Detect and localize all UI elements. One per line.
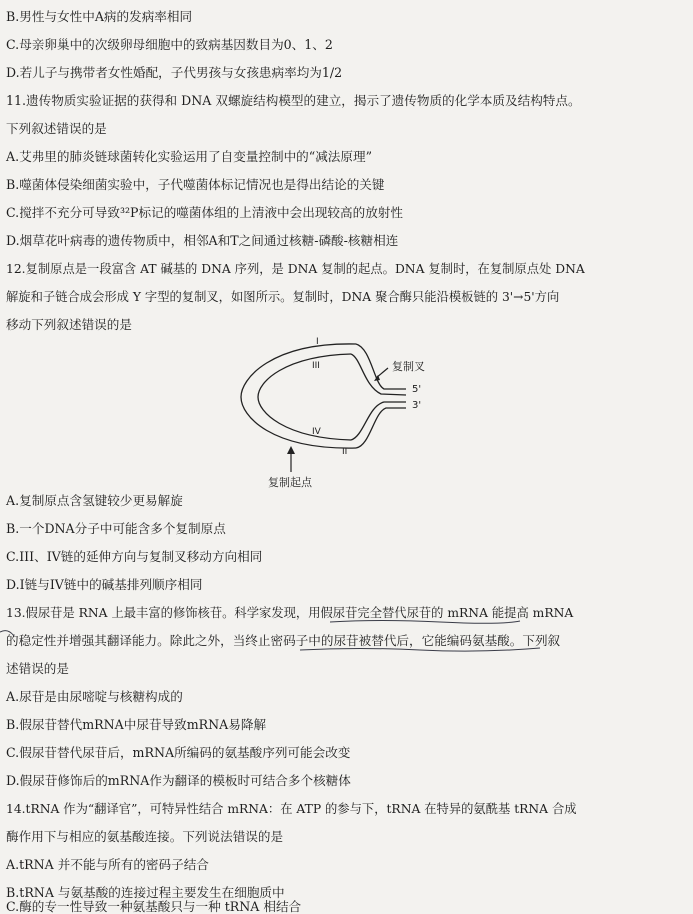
- strand-label-II: II: [342, 447, 348, 457]
- end-label-5prime: 5': [412, 384, 422, 395]
- origin-label: 复制起点: [268, 476, 312, 489]
- question-14-stem-cont: 酶作用下与相应的氨基酸连接。下列说法错误的是: [6, 829, 284, 844]
- strand-label-I: I: [316, 337, 319, 347]
- option-13a: A.尿苷是由尿嘧啶与核糖构成的: [6, 689, 183, 704]
- question-13-stem: 13.假尿苷是 RNA 上最丰富的修饰核苷。科学家发现，用假尿苷完全替代尿苷的 mRNA 能提高 mRNA: [6, 606, 574, 620]
- option-11c: C.搅拌不充分可导致³²P标记的噬菌体组的上清液中会出现较高的放射性: [6, 205, 403, 220]
- option-13c: C.假尿苷替代尿苷后，mRNA所编码的氨基酸序列可能会改变: [6, 745, 351, 760]
- option-10d: D.若儿子与携带者女性婚配，子代男孩与女孩患病率均为1/2: [6, 65, 343, 80]
- fork-label: 复制叉: [392, 360, 425, 373]
- origin-arrow-head: [287, 446, 295, 454]
- inner-strand: [258, 354, 351, 440]
- strand-label-IV: IV: [312, 427, 321, 437]
- end-label-3prime: 3': [412, 400, 422, 411]
- option-12a: A.复制原点含氢键较少更易解旋: [6, 493, 183, 508]
- option-14b: B.tRNA 与氨基酸的连接过程主要发生在细胞质中: [6, 885, 285, 900]
- option-11d: D.烟草花叶病毒的遗传物质中，相邻A和T之间通过核糖-磷酸-核糖相连: [6, 233, 399, 248]
- question-13-stem-end: 述错误的是: [6, 661, 69, 676]
- question-12-stem-end: 移动下列叙述错误的是: [6, 317, 132, 332]
- option-13d: D.假尿苷修饰后的mRNA作为翻译的模板时可结合多个核糖体: [6, 773, 351, 788]
- question-13-stem-cont: 的稳定性并增强其翻译能力。除此之外，当终止密码子中的尿苷被替代后，它能编码氨基酸。下列叙: [6, 633, 561, 648]
- option-10b: B.男性与女性中A病的发病率相同: [6, 9, 193, 24]
- option-12b: B.一个DNA分子中可能含多个复制原点: [6, 521, 226, 536]
- question-11-stem-cont: 下列叙述错误的是: [6, 121, 107, 136]
- question-14-stem: 14.tRNA 作为“翻译官”，可特异性结合 mRNA：在 ATP 的参与下，tRNA 在特异的氨酰基 tRNA 合成: [6, 802, 577, 816]
- fork-outer-lower-strand: [356, 408, 406, 448]
- question-12-stem-cont: 解旋和子链合成会形成 Y 字型的复制叉，如图所示。复制时，DNA 聚合酶只能沿模板链的 3'→5'方向: [6, 290, 560, 304]
- option-14c: C.酶的专一性导致一种氨基酸只与一种 tRNA 相结合: [6, 899, 302, 914]
- question-12-stem: 12.复制原点是一段富含 AT 碱基的 DNA 序列，是 DNA 复制的起点。DNA 复制时，在复制原点处 DNA: [6, 262, 585, 276]
- question-11-stem: 11.遗传物质实验证据的获得和 DNA 双螺旋结构模型的建立，揭示了遗传物质的化学本质及结构特点。: [6, 93, 581, 108]
- replication-fork-diagram: [236, 334, 456, 490]
- option-13b: B.假尿苷替代mRNA中尿苷导致mRNA易降解: [6, 717, 267, 732]
- option-12c: C.III、IV链的延伸方向与复制叉移动方向相同: [6, 549, 263, 564]
- option-11a: A.艾弗里的肺炎链球菌转化实验运用了自变量控制中的“减法原理”: [6, 149, 373, 164]
- option-10c: C.母亲卵巢中的次级卵母细胞中的致病基因数目为0、1、2: [6, 37, 333, 52]
- strand-label-III: III: [312, 361, 320, 371]
- option-14a: A.tRNA 并不能与所有的密码子结合: [6, 857, 209, 872]
- option-12d: D.I链与IV链中的碱基排列顺序相同: [6, 577, 203, 592]
- option-11b: B.噬菌体侵染细菌实验中，子代噬菌体标记情况也是得出结论的关键: [6, 177, 385, 192]
